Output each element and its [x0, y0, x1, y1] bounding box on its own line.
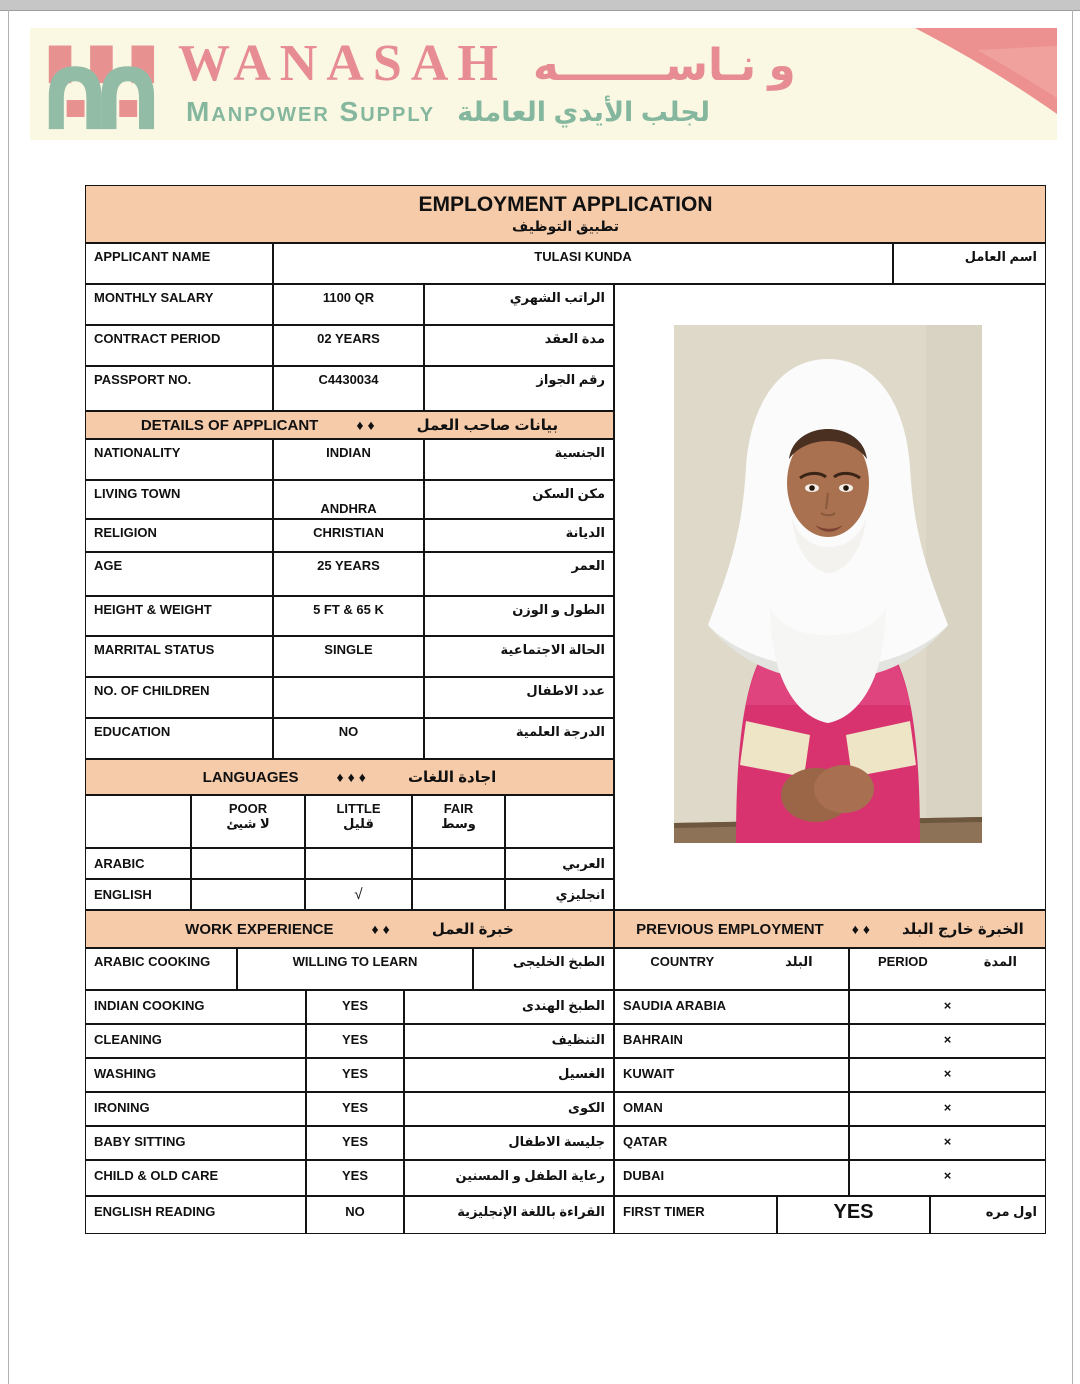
period-qatar: × — [849, 1126, 1046, 1160]
education-value: NO — [273, 718, 424, 759]
english-language-label: ENGLISH — [85, 879, 191, 910]
indian-cooking-arabic: الطبخ الهندى — [404, 990, 614, 1024]
first-timer-arabic: اول مره — [930, 1196, 1046, 1234]
diamond-icon: ♦♦ — [371, 921, 394, 937]
applicant-name-value: TULASI KUNDA — [273, 243, 893, 284]
english-little-checkmark: √ — [305, 879, 412, 910]
country-oman: OMAN — [614, 1092, 849, 1126]
banner-corner-triangle — [907, 28, 1057, 114]
english-poor-mark — [191, 879, 305, 910]
languages-header-en: LANGUAGES — [202, 768, 299, 786]
previous-section-header — [614, 910, 1046, 948]
passport-no-label: PASSPORT NO. — [85, 366, 273, 411]
height-weight-label: HEIGHT & WEIGHT — [85, 596, 273, 636]
work-header-arabic: خبرة العمل — [431, 921, 514, 938]
languages-header-arabic: اجادة اللغات — [407, 769, 497, 786]
arabic-language-arabic: العربي — [505, 848, 614, 879]
ironing-value: YES — [306, 1092, 404, 1126]
form-title-arabic: تطبيق التوظيف — [512, 218, 619, 234]
living-town-arabic: مكن السكن — [424, 480, 614, 519]
child-old-care-label: CHILD & OLD CARE — [85, 1160, 306, 1196]
first-timer-value: YES — [777, 1196, 930, 1234]
country-header-arabic: البلد — [785, 954, 813, 969]
form-title-bar — [85, 185, 1046, 243]
country-header-en: COUNTRY — [650, 954, 715, 969]
period-kuwait: × — [849, 1058, 1046, 1092]
arabic-language-label: ARABIC — [85, 848, 191, 879]
contract-period-label: CONTRACT PERIOD — [85, 325, 273, 366]
baby-sitting-value: YES — [306, 1126, 404, 1160]
wanasah-logo-icon — [44, 38, 172, 132]
brand-tagline-arabic: لجلب الأيدي العاملة — [457, 97, 711, 127]
page-right-border — [1072, 10, 1073, 1384]
monthly-salary-arabic: الراتب الشهري — [424, 284, 614, 325]
arabic-little-mark — [305, 848, 412, 879]
english-fair-mark — [412, 879, 505, 910]
passport-no-arabic: رقم الجواز — [424, 366, 614, 411]
monthly-salary-label: MONTHLY SALARY — [85, 284, 273, 325]
religion-value: CHRISTIAN — [273, 519, 424, 552]
letterhead-banner — [30, 28, 1057, 140]
height-weight-arabic: الطول و الوزن — [424, 596, 614, 636]
languages-col-fair — [412, 795, 505, 848]
country-kuwait: KUWAIT — [614, 1058, 849, 1092]
period-dubai: × — [849, 1160, 1046, 1196]
previous-header-arabic: الخبرة خارج البلد — [902, 921, 1024, 938]
page-top-border — [0, 0, 1080, 11]
contract-period-value: 02 YEARS — [273, 325, 424, 366]
arabic-poor-mark — [191, 848, 305, 879]
english-language-arabic: انجليزي — [505, 879, 614, 910]
period-header-arabic: المدة — [983, 954, 1018, 969]
children-value — [273, 677, 424, 718]
living-town-value: ANDHRA — [273, 480, 424, 519]
living-town-label: LIVING TOWN — [85, 480, 273, 519]
children-arabic: عدد الاطفال — [424, 677, 614, 718]
child-old-care-arabic: رعاية الطفل و المسنين — [404, 1160, 614, 1196]
arabic-cooking-label: ARABIC COOKING — [85, 948, 237, 990]
brand-name: WANASAH — [178, 35, 507, 92]
col-poor-en: POOR — [228, 801, 268, 816]
english-reading-arabic: القراءة باللغة الإنجليزية — [404, 1196, 614, 1234]
marital-status-arabic: الحالة الاجتماعية — [424, 636, 614, 677]
english-reading-value: NO — [306, 1196, 404, 1234]
marital-status-label: MARRITAL STATUS — [85, 636, 273, 677]
country-saudia-arabia: SAUDIA ARABIA — [614, 990, 849, 1024]
arabic-cooking-arabic: الطبخ الخليجى — [473, 948, 614, 990]
arabic-fair-mark — [412, 848, 505, 879]
washing-value: YES — [306, 1058, 404, 1092]
col-fair-en: FAIR — [443, 801, 474, 816]
diamond-icon: ♦♦ — [851, 921, 874, 937]
col-little-arabic: قليل — [343, 815, 374, 831]
languages-section-header — [85, 759, 614, 795]
nationality-label: NATIONALITY — [85, 439, 273, 480]
country-column-header — [614, 948, 849, 990]
age-label: AGE — [85, 552, 273, 596]
nationality-arabic: الجنسية — [424, 439, 614, 480]
religion-label: RELIGION — [85, 519, 273, 552]
education-label: EDUCATION — [85, 718, 273, 759]
work-header-en: WORK EXPERIENCE — [185, 920, 334, 938]
period-saudia-arabia: × — [849, 990, 1046, 1024]
marital-status-value: SINGLE — [273, 636, 424, 677]
diamond-icon: ♦♦♦ — [336, 769, 370, 785]
washing-label: WASHING — [85, 1058, 306, 1092]
cleaning-label: CLEANING — [85, 1024, 306, 1058]
period-oman: × — [849, 1092, 1046, 1126]
country-qatar: QATAR — [614, 1126, 849, 1160]
arabic-cooking-value: WILLING TO LEARN — [237, 948, 473, 990]
languages-corner-cell — [85, 795, 191, 848]
page-left-border — [8, 10, 9, 1384]
passport-no-value: C4430034 — [273, 366, 424, 411]
col-little-en: LITTLE — [336, 801, 381, 816]
child-old-care-value: YES — [306, 1160, 404, 1196]
languages-col-poor — [191, 795, 305, 848]
brand-tagline: Manpower Supply — [186, 96, 436, 127]
education-arabic: الدرجة العلمية — [424, 718, 614, 759]
applicant-name-arabic: اسم العامل — [893, 243, 1046, 284]
diamond-icon: ♦♦ — [356, 417, 379, 433]
indian-cooking-value: YES — [306, 990, 404, 1024]
washing-arabic: الغسيل — [404, 1058, 614, 1092]
children-label: NO. OF CHILDREN — [85, 677, 273, 718]
height-weight-value: 5 FT & 65 K — [273, 596, 424, 636]
col-fair-arabic: وسط — [441, 815, 476, 831]
ironing-arabic: الكوى — [404, 1092, 614, 1126]
baby-sitting-arabic: جليسة الاطفال — [404, 1126, 614, 1160]
country-bahrain: BAHRAIN — [614, 1024, 849, 1058]
details-header-en: DETAILS OF APPLICANT — [140, 416, 319, 434]
cleaning-arabic: التنظيف — [404, 1024, 614, 1058]
details-header-arabic: بيانات صاحب العمل — [416, 417, 559, 434]
form-title: EMPLOYMENT APPLICATION — [418, 193, 713, 216]
first-timer-label: FIRST TIMER — [614, 1196, 777, 1234]
previous-header-en: PREVIOUS EMPLOYMENT — [636, 920, 824, 938]
period-column-header — [849, 948, 1046, 990]
col-poor-arabic: لا شيئ — [226, 815, 270, 831]
indian-cooking-label: INDIAN COOKING — [85, 990, 306, 1024]
monthly-salary-value: 1100 QR — [273, 284, 424, 325]
country-dubai: DUBAI — [614, 1160, 849, 1196]
english-reading-label: ENGLISH READING — [85, 1196, 306, 1234]
religion-arabic: الديانة — [424, 519, 614, 552]
age-arabic: العمر — [424, 552, 614, 596]
contract-period-arabic: مدة العقد — [424, 325, 614, 366]
nationality-value: INDIAN — [273, 439, 424, 480]
period-bahrain: × — [849, 1024, 1046, 1058]
period-header-en: PERIOD — [877, 954, 928, 969]
brand-name-arabic: و نـاســـــــه — [532, 41, 796, 90]
details-section-header — [85, 411, 614, 439]
baby-sitting-label: BABY SITTING — [85, 1126, 306, 1160]
work-section-header — [85, 910, 614, 948]
cleaning-value: YES — [306, 1024, 404, 1058]
applicant-name-label: APPLICANT NAME — [85, 243, 273, 284]
ironing-label: IRONING — [85, 1092, 306, 1126]
languages-col-little — [305, 795, 412, 848]
age-value: 25 YEARS — [273, 552, 424, 596]
applicant-photo — [674, 325, 982, 843]
languages-col-arabic-blank — [505, 795, 614, 848]
